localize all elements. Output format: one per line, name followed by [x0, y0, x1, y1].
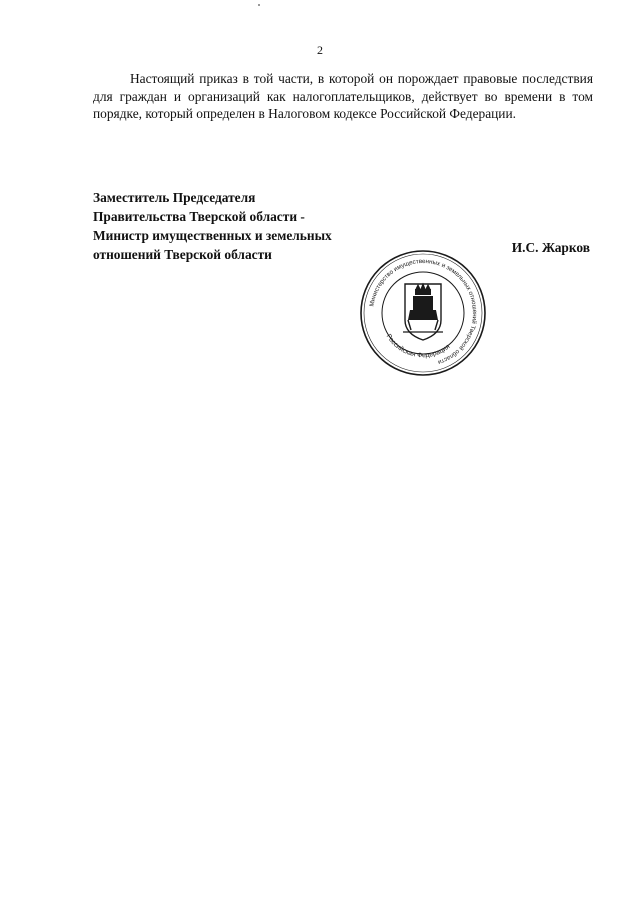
page-number: 2 [317, 43, 323, 57]
seal-ring-text: Министерство имущественных и земельных отношений Тверской области [368, 257, 479, 366]
body-paragraph: Настоящий приказ в той части, в которой он порождает правовые последствия для граждан и организаций как налогоплательщиков, действует во времени в том порядке, который определен в Налоговом кодексе Российской Федерации. [93, 71, 593, 121]
tver-coat-of-arms-icon [403, 284, 443, 340]
signer-title-line: Заместитель Председателя [93, 190, 256, 205]
signer-name: И.С. Жарков [511, 240, 590, 255]
signer-title [93, 188, 332, 264]
signer-title-line: Правительства Тверской области - [93, 209, 305, 224]
scan-artifact [258, 4, 260, 6]
seal-bottom-text: Российская Федерация [384, 333, 452, 360]
signer-title-line: отношений Тверской области [93, 247, 272, 262]
signer-title-line: Министр имущественных и земельных [93, 228, 332, 243]
official-seal [358, 248, 488, 378]
